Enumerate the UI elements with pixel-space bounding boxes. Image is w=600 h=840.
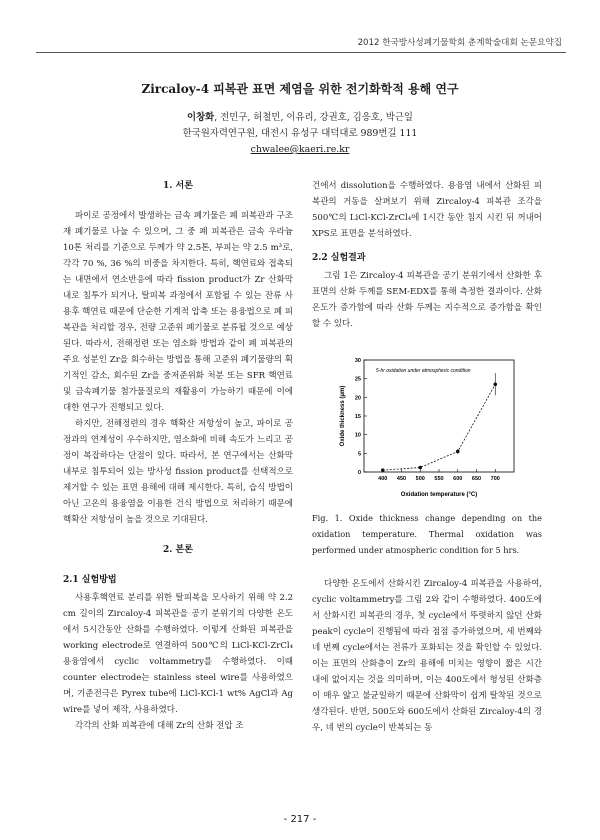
figure-1: [330, 354, 520, 502]
method-paragraph-2: 각각의 산화 피복관에 대해 Zr의 산화 전압 조: [75, 721, 244, 731]
data-point: [381, 468, 385, 472]
section-2-title: 2. 본론: [163, 545, 193, 555]
x-tick-label: 500: [415, 476, 425, 482]
intro-paragraph: 파이로 공정에서 발생하는 금속 폐기물은 폐 피복관과 구조재 폐기물로 나눌 수 있으며, 그 중 폐 피복관은 금속 우라늄 10톤 처리를 기준으로 두께가 약 2.5톤, 부피는 약 2.5 m³로, 각각 70 %, 36 %의 비중을 차지한다. 특히, 핵연료와 접촉되는 내면에서 연소반응에 따라 fission product가 Zr 산화막 내로 침투가 되거나, 탈피복 과정에서 포함될 수 있는 잔류 사용후 핵연료 때문에 단순한 기계적 압축 또는 용융법으로 폐 피복관을 처리할 경우, 전량 고준위 폐기물로 분류될 것으로 예상된다. 따라서, 전해정련 또는 염소화 방법과 같이 폐 피복관의 주요 성분인 Zr을 회수하는 방법을 통해 고준위 폐기물량의 획기적인 감소, 회수된 Zr을 중저준위화 처분 또는 SFR 핵연료 및 금속폐기물 첨가물질로의 재활용이 가능하기 때문에 이에 대한 연구가 진행되고 있다.: [63, 211, 293, 413]
series-line: [383, 384, 496, 470]
method-continued: 건에서 dissolution을 수행하였다. 용융염 내에서 산화된 피복관의 거동을 살펴보기 위해 Zircaloy-4 피복관 조각을 500℃의 LiCl-KCl-ZrCl₄에 1시간 동안 침지 시킨 뒤 꺼내어 XPS로 표면을 분석하였다.: [312, 181, 542, 239]
y-tick-label: 5: [357, 451, 361, 458]
method-paragraph: 사용후핵연료 분리를 위한 탈피복을 모사하기 위해 약 2.2 cm 길이의 Zircaloy-4 피복관을 공기 분위기의 다양한 온도에서 5시간동안 산화를 수행하였다. 이렇게 산화된 피복관을 working electrode로 연결하여 500℃의 LiCl-KCl-ZrCl₄ 용융염에서 cyclic voltammetry를 수행하였다. 이때 counter electrode는 stainless steel wire를 사용하였으며, 기준전극은 Pyrex tube에 LiCl-KCl-1 wt% AgCl과 Ag wire를 넣어 제작, 사용하였다.: [63, 593, 293, 715]
x-tick-label: 600: [453, 476, 463, 482]
y-axis-label: Oxide thickness (μm): [340, 385, 346, 447]
co-authors: , 전민구, 허철민, 이유리, 강권호, 김응호, 박근일: [214, 112, 413, 123]
author-block: [0, 110, 600, 158]
y-tick-label: 15: [354, 414, 361, 420]
figure-1-caption: Fig. 1. Oxide thickness change depending on the oxidation temperature. Thermal oxidation was performed under atmospheric condition for 5 hrs.: [312, 513, 542, 555]
right-column: [312, 178, 542, 736]
x-tick-label: 700: [490, 476, 500, 482]
left-column: [63, 178, 293, 734]
x-tick-label: 550: [434, 476, 444, 482]
header-rule: [36, 52, 566, 53]
y-tick-label: 10: [354, 432, 361, 439]
data-point: [418, 466, 422, 470]
y-tick-label: 0: [357, 470, 361, 476]
data-point: [493, 382, 497, 386]
result-paragraph-2: 다양한 온도에서 산화시킨 Zircaloy-4 피복관을 사용하여, cyclic voltammetry를 그림 2와 같이 수행하였다. 400도에서 산화시킨 피복관의 경우, 첫 cycle에서 뚜렷하지 않던 산화 peak이 cycle이 진행됨에 따라 점점 증가하였으며, 세 번째와 네 번째 cycle에서는 전류가 포화되는 것을 확인할 수 있었다. 이는 표면의 산화층이 Zr의 용해에 미치는 영향이 짧은 시간 내에 없어지는 것을 의미하며, 이는 400도에서 형성된 산화층이 매우 얇고 불균일하기 때문에 산화막이 쉽게 탈착된 것으로 생각된다. 반면, 500도와 600도에서 산화된 Zircaloy-4의 경우, 네 번의 cycle이 반복되는 동: [312, 579, 542, 733]
page-number: - 217 -: [283, 814, 317, 825]
result-paragraph: 그림 1은 Zircaloy-4 피복관을 공기 분위기에서 산화한 후 표면의 산화 두께를 SEM-EDX를 통해 측정한 결과이다. 산화 온도가 증가함에 따라 산화 두께는 지수적으로 증가함을 확인할 수 있다.: [312, 271, 542, 329]
running-header: 2012 한국방사성폐기물학회 춘계학술대회 논문요약집: [357, 38, 562, 48]
data-point: [456, 450, 460, 454]
subsection-2-2-title: 2.2 실험결과: [312, 253, 366, 263]
x-axis-label: Oxidation temperature (°C): [400, 492, 478, 498]
author-email[interactable]: chwalee@kaeri.re.kr: [250, 144, 350, 155]
oxide-thickness-chart: [330, 354, 520, 502]
x-tick-label: 450: [396, 476, 407, 482]
y-tick-label: 25: [354, 376, 361, 383]
subsection-2-1-title: 2.1 실험방법: [63, 575, 117, 585]
plot-frame: [364, 360, 514, 472]
affiliation: 한국원자력연구원, 대전시 유성구 대덕대로 989번길 111: [182, 128, 418, 139]
author-list: [0, 110, 600, 126]
section-1-title: 1. 서론: [163, 181, 193, 191]
spacer: [63, 528, 293, 542]
paper-title: Zircaloy-4 피복관 표면 제염을 위한 전기화학적 용해 연구: [141, 82, 459, 96]
x-tick-label: 650: [471, 476, 482, 482]
y-tick-label: 30: [354, 358, 361, 364]
x-tick-label: 400: [378, 476, 388, 482]
chart-annotation: 5-hr oxidation under atmospheric condition: [376, 368, 471, 374]
y-tick-label: 20: [354, 395, 361, 402]
first-author: 이창화: [187, 112, 215, 123]
intro-paragraph-2: 하지만, 전해정련의 경우 핵확산 저항성이 높고, 파이로 공정과의 연계성이 우수하지만, 염소화에 비해 속도가 느리고 공정이 복잡하다는 단점이 있다. 따라서, 본 연구에서는 산화막 내부로 침투되어 있는 방사성 fission product를 선택적으로 제거할 수 있는 표면 용해에 대해 제시한다. 특히, 습식 방법이 아닌 고온의 용융염을 이용한 건식 방법으로 처리하기 때문에 핵확산 저항성이 높을 것으로 기대된다.: [63, 419, 293, 525]
